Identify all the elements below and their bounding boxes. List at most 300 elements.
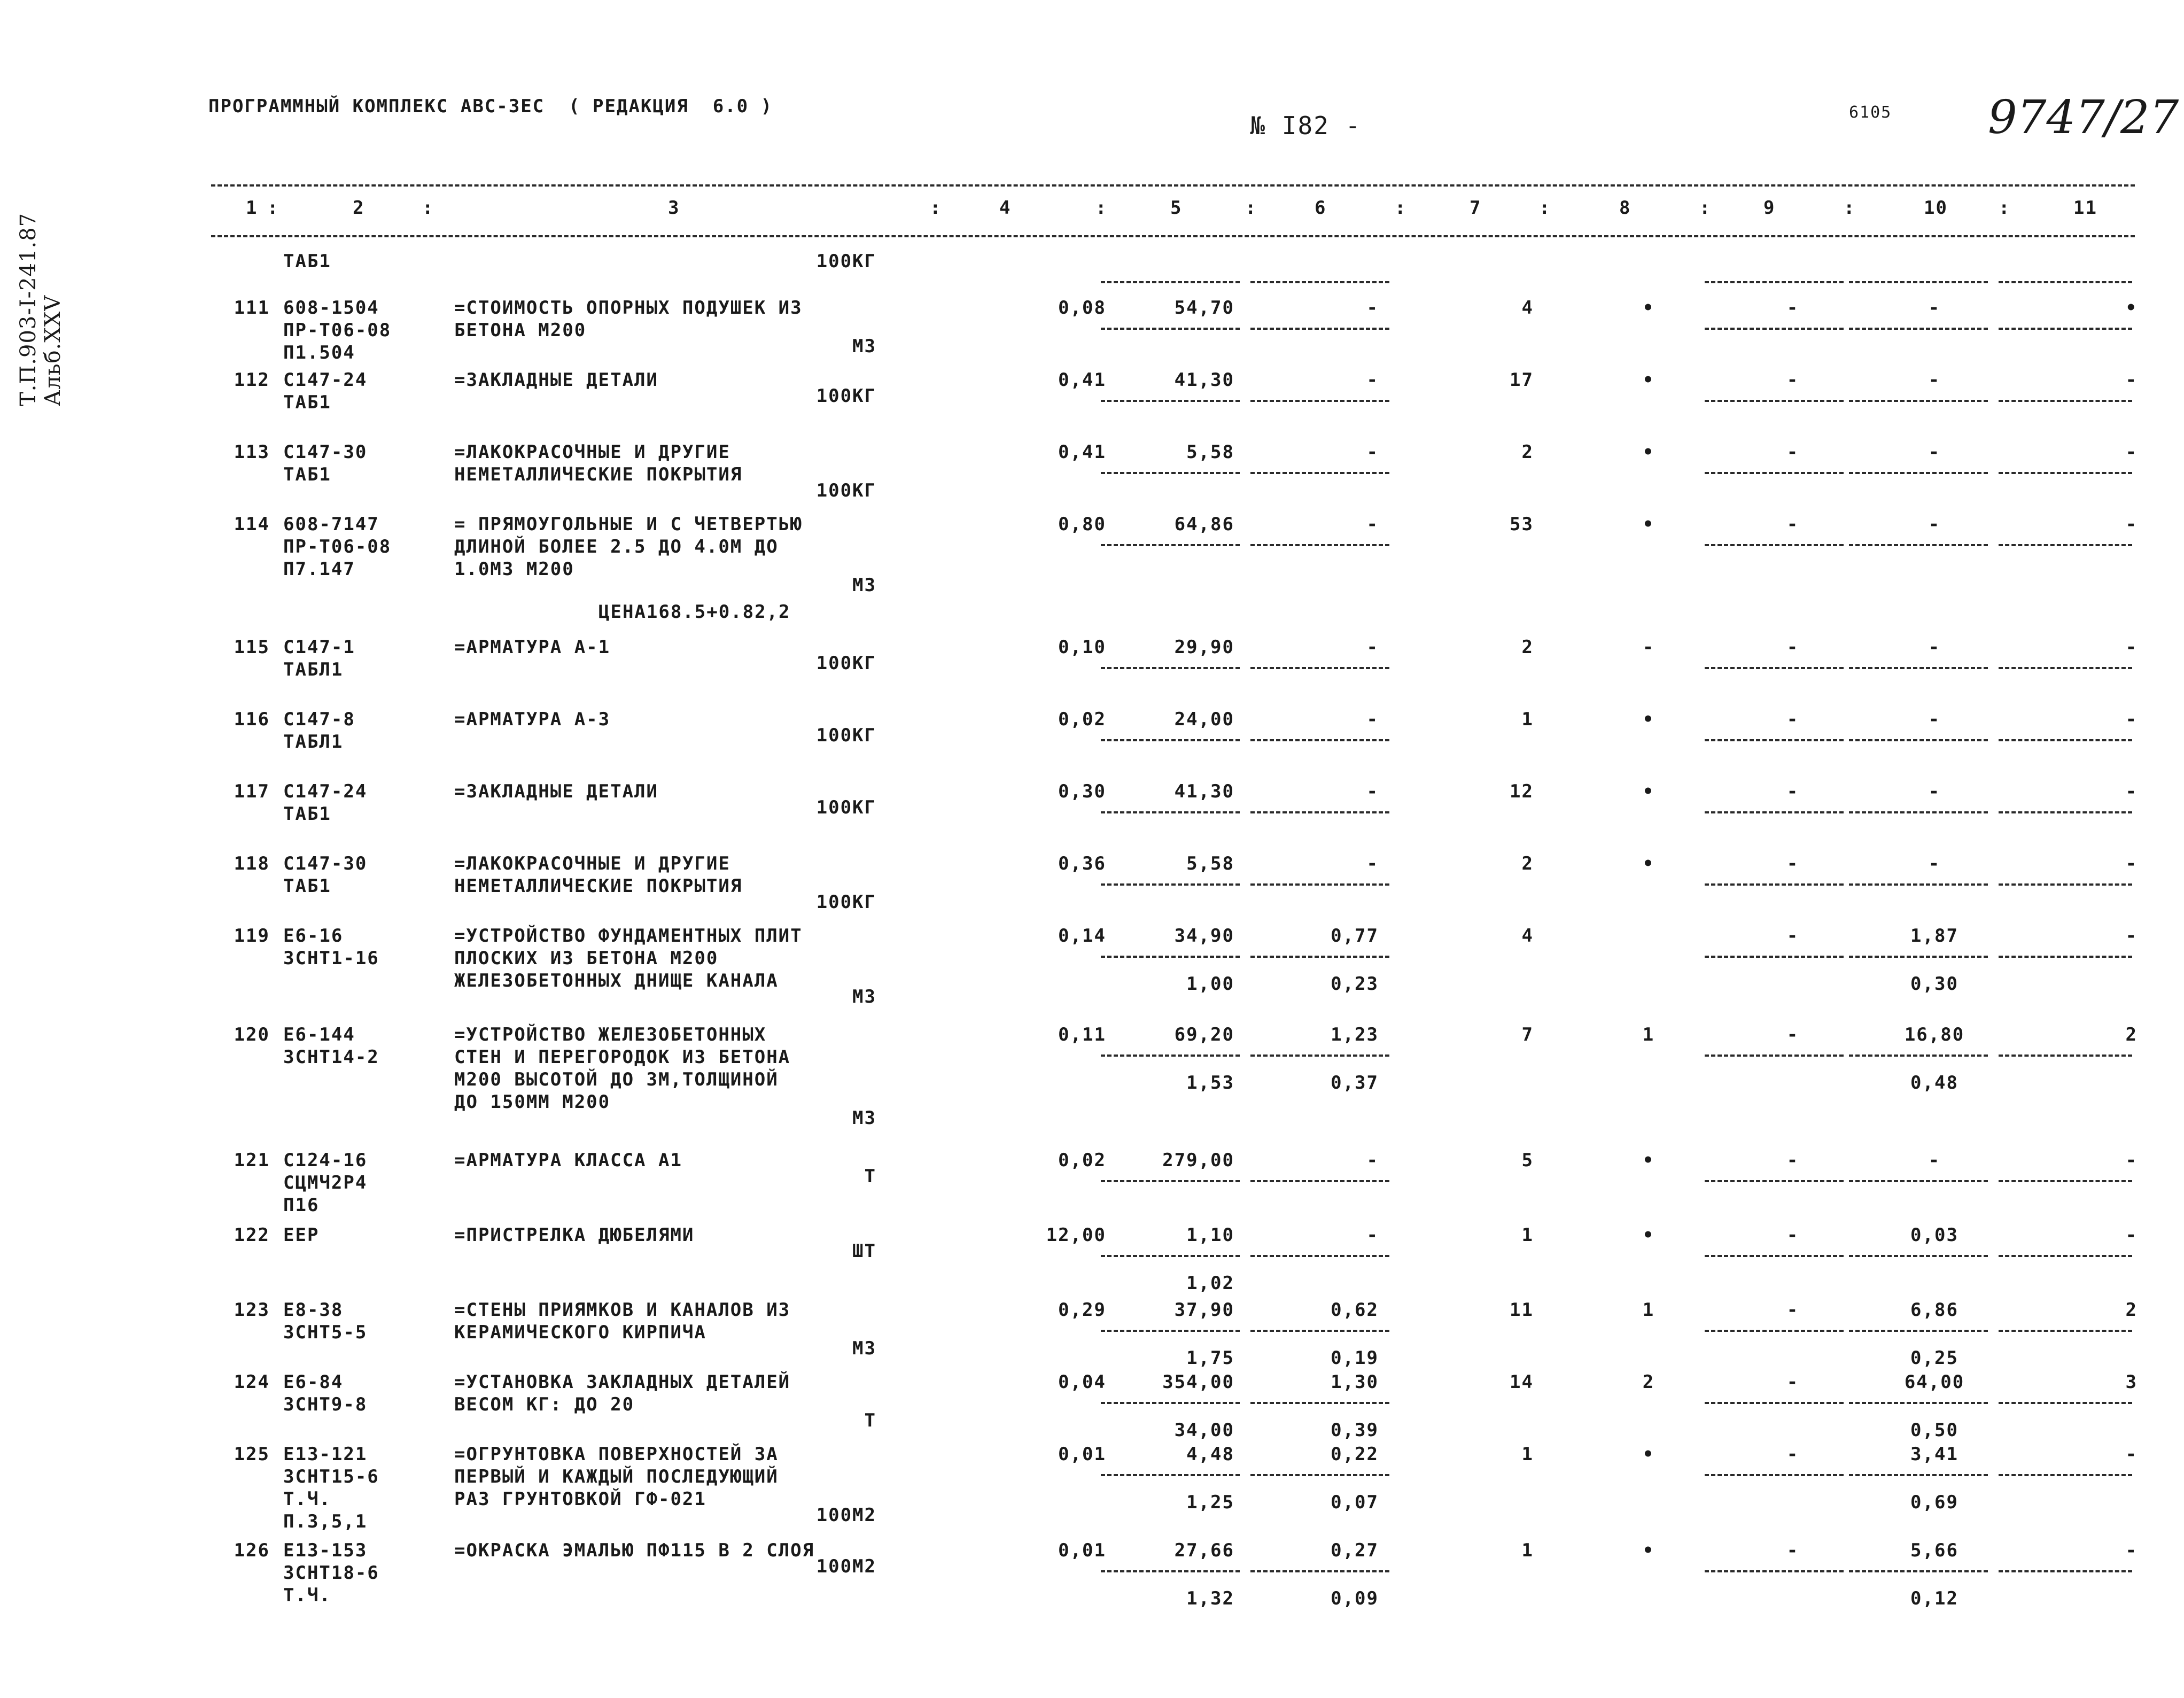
subtotal-rule [1250,1055,1389,1057]
row-number: 112 [234,369,270,391]
price-code: ЗСНТ18-6 [283,1562,379,1584]
subtotal-rule [1101,1055,1240,1057]
subtotal-rule [1999,811,2132,813]
subtotal-rule [1705,328,1844,330]
machine-cost: - [1786,441,1799,463]
price-code: ТАБЛ1 [283,731,344,753]
unit-cost: 5,58 [1186,853,1234,874]
row-number: 119 [234,925,270,947]
unit: М3 [852,336,876,357]
subtotal-rule [1705,667,1844,669]
labour-unit-secondary: 0,48 [1910,1072,1958,1094]
unit-cost: 27,66 [1174,1540,1234,1561]
price-code: Е8-38 [283,1299,344,1321]
total-cost: 2 [1521,853,1534,874]
subtotal-rule [1999,1255,2132,1257]
total-wages: • [1642,1540,1655,1561]
subtotal-rule [1705,739,1844,741]
row-number: 121 [234,1150,270,1171]
subtotal-rule [1705,883,1844,886]
unit-cost-secondary: 1,25 [1186,1492,1234,1513]
work-description: КЕРАМИЧЕСКОГО КИРПИЧА [454,1322,706,1343]
subtotal-rule [1705,472,1844,474]
quantity: 0,29 [1058,1299,1106,1321]
side-label-line: Альб.XXV [41,294,65,406]
subtotal-rule [1101,400,1240,402]
total-cost: 5 [1521,1150,1534,1171]
machine-cost: - [1786,1444,1799,1465]
subtotal-rule [1250,544,1389,546]
subtotal-rule [1849,472,1988,474]
wages: 0,27 [1331,1540,1379,1561]
machine-cost: - [1786,925,1799,947]
price-code: ЗСНТ1-16 [283,948,379,969]
labour-unit: 3,41 [1910,1444,1958,1465]
column-header-9: 9 [1763,197,1776,219]
column-separator: : [1395,197,1407,219]
unit-cost: 5,58 [1186,441,1234,463]
machine-cost: - [1786,1299,1799,1321]
unit: 100КГ [816,797,876,818]
machine-cost: - [1786,1024,1799,1045]
work-description: ДЛИНОЙ БОЛЕЕ 2.5 ДО 4.0М ДО [454,536,779,557]
subtotal-rule [1250,1402,1389,1404]
labour-total: - [2125,1150,2138,1171]
work-description: =ЛАКОКРАСОЧНЫЕ И ДРУГИЕ [454,441,730,463]
total-wages: 1 [1642,1024,1655,1045]
wages-secondary: 0,07 [1331,1492,1379,1513]
column-separator: : [267,197,279,219]
total-wages: 2 [1642,1371,1655,1393]
labour-unit: - [1928,441,1941,463]
unit: Т [864,1166,876,1187]
work-description: =УСТАНОВКА ЗАКЛАДНЫХ ДЕТАЛЕЙ [454,1371,791,1393]
work-description: БЕТОНА М200 [454,320,587,341]
work-description: =УСТРОЙСТВО ФУНДАМЕНТНЫХ ПЛИТ [454,925,803,947]
machine-cost: - [1786,1371,1799,1393]
labour-unit-secondary: 0,12 [1910,1588,1958,1609]
price-code: 608-7147 [283,514,379,535]
machine-cost: - [1786,637,1799,658]
labour-total: - [2125,853,2138,874]
price-code: Е6-144 [283,1024,355,1045]
total-cost: 11 [1510,1299,1534,1321]
subtotal-rule [1849,1255,1988,1257]
price-code: С147-30 [283,441,368,463]
subtotal-rule [1999,739,2132,741]
total-cost: 4 [1521,297,1534,319]
row-number: 122 [234,1224,270,1246]
column-header-5: 5 [1170,197,1183,219]
unit-cost: 41,30 [1174,369,1234,391]
labour-unit-secondary: 0,50 [1910,1420,1958,1441]
quantity: 0,41 [1058,441,1106,463]
total-cost: 53 [1510,514,1534,535]
wages: - [1366,781,1379,802]
unit: 100КГ [816,480,876,501]
page-number [1218,92,1362,140]
document-code: 6105 [1849,103,1892,122]
price-code: ТАБ1 [283,392,331,413]
price-code: ЗСНТ15-6 [283,1466,379,1487]
quantity: 0,80 [1058,514,1106,535]
subtotal-rule [1250,956,1389,958]
total-wages: • [1642,1444,1655,1465]
subtotal-rule [1849,956,1988,958]
unit: ШТ [852,1240,876,1262]
number-sign: № [1250,111,1282,140]
subtotal-rule [1101,811,1240,813]
row-number: 120 [234,1024,270,1045]
total-wages: • [1642,1150,1655,1171]
work-description: ПЛОСКИХ ИЗ БЕТОНА М200 [454,948,719,969]
machine-cost: - [1786,1224,1799,1246]
subtotal-rule [1999,328,2132,330]
subtotal-rule [1705,1255,1844,1257]
unit: 100М2 [816,1505,876,1526]
machine-cost: - [1786,297,1799,319]
subtotal-rule [1101,1402,1240,1404]
column-separator: : [1245,197,1257,219]
labour-unit: 16,80 [1904,1024,1965,1045]
labour-unit: 6,86 [1910,1299,1958,1321]
labour-unit: - [1928,297,1941,319]
unit: 100КГ [816,653,876,674]
work-description: =ОГРУНТОВКА ПОВЕРХНОСТЕЙ ЗА [454,1444,779,1465]
work-description: =ЗАКЛАДНЫЕ ДЕТАЛИ [454,369,658,391]
machine-cost: - [1786,781,1799,802]
column-separator: : [1844,197,1856,219]
labour-total: - [2125,781,2138,802]
subtotal-rule [1101,883,1240,886]
subtotal-rule [1999,1055,2132,1057]
labour-unit: - [1928,781,1941,802]
row-number: 124 [234,1371,270,1393]
unit-cost-secondary: 1,53 [1186,1072,1234,1094]
labour-total: - [2125,1224,2138,1246]
column-header-6: 6 [1315,197,1327,219]
subtotal-rule [1849,811,1988,813]
unit-cost: 54,70 [1174,297,1234,319]
price-code: ЗСНТ5-5 [283,1322,368,1343]
subtotal-rule [1250,667,1389,669]
total-cost: 14 [1510,1371,1534,1393]
subtotal-rule [1849,1402,1988,1404]
work-description: =ОКРАСКА ЭМАЛЬЮ ПФ115 В 2 СЛОЯ [454,1540,815,1561]
subtotal-rule [1705,956,1844,958]
subtotal-rule [1849,739,1988,741]
subtotal-rule [1849,1180,1988,1182]
unit-cost: 69,20 [1174,1024,1234,1045]
subtotal-rule [1101,667,1240,669]
total-wages: 1 [1642,1299,1655,1321]
subtotal-rule [1849,400,1988,402]
unit: М3 [852,575,876,596]
price-code: ЗСНТ14-2 [283,1046,379,1068]
subtotal-rule [1999,1330,2132,1332]
subtotal-rule [1101,1180,1240,1182]
row-number: 118 [234,853,270,874]
wages: - [1366,709,1379,730]
labour-unit-secondary: 0,69 [1910,1492,1958,1513]
subtotal-rule [1849,667,1988,669]
price-code: П1.504 [283,342,355,363]
price-code: ТАБ1 [283,875,331,897]
machine-cost: - [1786,1540,1799,1561]
work-description: ЖЕЛЕЗОБЕТОННЫХ ДНИЩЕ КАНАЛА [454,970,779,991]
price-code: Т.Ч. [283,1488,331,1510]
labour-total: - [2125,369,2138,391]
total-wages: - [1642,637,1655,658]
subtotal-rule [1101,544,1240,546]
unit-cost-secondary: 1,00 [1186,973,1234,995]
quantity: 0,30 [1058,781,1106,802]
total-cost: 2 [1521,637,1534,658]
subtotal-rule [1999,667,2132,669]
subtotal-rule [1999,1180,2132,1182]
work-description: =ЗАКЛАДНЫЕ ДЕТАЛИ [454,781,658,802]
row-number: 123 [234,1299,270,1321]
price-code: С147-24 [283,369,368,391]
labour-total: • [2125,297,2138,319]
wages: 0,62 [1331,1299,1379,1321]
row-number: 116 [234,709,270,730]
column-separator: : [1999,197,2011,219]
price-code: П7.147 [283,559,355,580]
total-cost: 7 [1521,1024,1534,1045]
work-description: ПЕРВЫЙ И КАЖДЫЙ ПОСЛЕДУЮЩИЙ [454,1466,779,1487]
machine-cost: - [1786,369,1799,391]
subtotal-rule [1250,1330,1389,1332]
price-code: ТАБ1 [283,464,331,485]
column-header-1: 1 [246,197,258,219]
total-cost: 4 [1521,925,1534,947]
total-wages: • [1642,1224,1655,1246]
quantity: 0,10 [1058,637,1106,658]
quantity: 0,01 [1058,1444,1106,1465]
column-header-8: 8 [1619,197,1631,219]
subtotal-rule [1999,1474,2132,1476]
unit-cost-secondary: 1,02 [1186,1273,1234,1294]
wages: 1,30 [1331,1371,1379,1393]
work-description: НЕМЕТАЛЛИЧЕСКИЕ ПОКРЫТИЯ [454,464,743,485]
wages: - [1366,853,1379,874]
price-code: ТАБЛ1 [283,659,344,680]
labour-total: 2 [2125,1299,2138,1321]
unit: 100КГ [816,891,876,913]
unit-cost: 37,90 [1174,1299,1234,1321]
price-code: Т.Ч. [283,1585,331,1606]
wages: - [1366,1150,1379,1171]
subtotal-rule [1849,1570,1988,1572]
column-header-4: 4 [999,197,1012,219]
price-code: ТАБ1 [283,251,331,272]
wages: 1,23 [1331,1024,1379,1045]
wages-secondary: 0,19 [1331,1347,1379,1369]
subtotal-rule [1999,544,2132,546]
subtotal-rule [1101,956,1240,958]
column-header-3: 3 [668,197,680,219]
program-title: ПРОГРАММНЫЙ КОМПЛЕКС АВС-ЗЕС ( РЕДАКЦИЯ 6.0 ) [208,96,773,117]
work-description: 1.0М3 М200 [454,559,574,580]
subtotal-rule [1705,1330,1844,1332]
labour-unit: 0,03 [1910,1224,1958,1246]
row-number: 114 [234,514,270,535]
subtotal-rule [1705,1180,1844,1182]
wages: - [1366,369,1379,391]
subtotal-rule [1101,1255,1240,1257]
work-description: НЕМЕТАЛЛИЧЕСКИЕ ПОКРЫТИЯ [454,875,743,897]
unit-cost-secondary: 1,32 [1186,1588,1234,1609]
subtotal-rule [1999,883,2132,886]
labour-total: - [2125,637,2138,658]
labour-unit: 5,66 [1910,1540,1958,1561]
wages: - [1366,1224,1379,1246]
unit: М3 [852,986,876,1007]
subtotal-rule [1999,281,2132,283]
total-cost: 1 [1521,1444,1534,1465]
subtotal-rule [1101,739,1240,741]
labour-unit: - [1928,514,1941,535]
subtotal-rule [1999,400,2132,402]
row-number: 113 [234,441,270,463]
price-code: Е6-84 [283,1371,344,1393]
quantity: 0,02 [1058,1150,1106,1171]
subtotal-rule [1705,544,1844,546]
quantity: 0,08 [1058,297,1106,319]
unit: 100КГ [816,725,876,746]
subtotal-rule [1250,1570,1389,1572]
total-wages: • [1642,514,1655,535]
subtotal-rule [1999,1570,2132,1572]
price-code: П.3,5,1 [283,1511,368,1532]
unit: 100КГ [816,385,876,407]
labour-unit: 1,87 [1910,925,1958,947]
wages: - [1366,637,1379,658]
subtotal-rule [1250,1474,1389,1476]
unit-cost: 4,48 [1186,1444,1234,1465]
machine-cost: - [1786,853,1799,874]
price-code: С147-24 [283,781,368,802]
row-number: 125 [234,1444,270,1465]
subtotal-rule [1705,400,1844,402]
subtotal-rule [1250,328,1389,330]
work-description: ДО 150ММ М200 [454,1091,611,1113]
unit: 100М2 [816,1556,876,1577]
subtotal-rule [1705,811,1844,813]
wages: - [1366,297,1379,319]
subtotal-rule [1250,400,1389,402]
labour-total: - [2125,514,2138,535]
wages-secondary: 0,39 [1331,1420,1379,1441]
price-code: С147-8 [283,709,355,730]
unit-cost: 1,10 [1186,1224,1234,1246]
work-description: =ЛАКОКРАСОЧНЫЕ И ДРУГИЕ [454,853,730,874]
page-number-dash: - [1329,111,1362,140]
column-header-2: 2 [353,197,365,219]
price-code: Е13-153 [283,1540,368,1561]
price-code: ЗСНТ9-8 [283,1394,368,1415]
total-cost: 12 [1510,781,1534,802]
subtotal-rule [1250,1255,1389,1257]
subtotal-rule [1705,1570,1844,1572]
price-code: СЦМЧ2Р4 [283,1172,368,1193]
labour-total: - [2125,709,2138,730]
total-wages: • [1642,369,1655,391]
price-code: ПР-Т06-08 [283,320,392,341]
row-number: 115 [234,637,270,658]
work-description: РАЗ ГРУНТОВКОЙ ГФ-021 [454,1488,706,1510]
quantity: 0,01 [1058,1540,1106,1561]
labour-unit-secondary: 0,25 [1910,1347,1958,1369]
work-description: =УСТРОЙСТВО ЖЕЛЕЗОБЕТОННЫХ [454,1024,767,1045]
machine-cost: - [1786,1150,1799,1171]
column-separator: : [930,197,942,219]
page-number-value: I82 [1281,111,1330,140]
work-description: ВЕСОМ КГ: ДО 20 [454,1394,635,1415]
work-description: = ПРЯМОУГОЛЬНЫЕ И С ЧЕТВЕРТЬЮ [454,514,803,535]
unit-cost: 354,00 [1162,1371,1234,1393]
labour-total: - [2125,1444,2138,1465]
price-code: С124-16 [283,1150,368,1171]
wages-secondary: 0,37 [1331,1072,1379,1094]
header-rule-bottom [211,235,2135,237]
price-code: С147-1 [283,637,355,658]
subtotal-rule [1250,739,1389,741]
price-code: Е13-121 [283,1444,368,1465]
unit-cost-secondary: 1,75 [1186,1347,1234,1369]
column-header-11: 11 [2073,197,2097,219]
unit: Т [864,1410,876,1431]
subtotal-rule [1101,472,1240,474]
subtotal-rule [1849,1055,1988,1057]
labour-unit: - [1928,369,1941,391]
column-separator: : [1095,197,1108,219]
price-code: П16 [283,1195,320,1216]
subtotal-rule [1250,883,1389,886]
price-code: ЕЕР [283,1224,320,1246]
column-separator: : [1699,197,1712,219]
subtotal-rule [1849,1474,1988,1476]
row-number: 126 [234,1540,270,1561]
price-note: ЦЕНА168.5+0.82,2 [599,601,791,623]
subtotal-rule [1999,1402,2132,1404]
work-description: СТЕН И ПЕРЕГОРОДОК ИЗ БЕТОНА [454,1046,791,1068]
unit: М3 [852,1338,876,1359]
unit-cost: 29,90 [1174,637,1234,658]
price-code: С147-30 [283,853,368,874]
labour-total: 2 [2125,1024,2138,1045]
total-cost: 1 [1521,1540,1534,1561]
unit-cost: 41,30 [1174,781,1234,802]
subtotal-rule [1849,281,1988,283]
labour-unit-secondary: 0,30 [1910,973,1958,995]
subtotal-rule [1101,1330,1240,1332]
wages: - [1366,514,1379,535]
quantity: 0,36 [1058,853,1106,874]
subtotal-rule [1705,281,1844,283]
total-wages: • [1642,853,1655,874]
quantity: 12,00 [1046,1224,1106,1246]
subtotal-rule [1705,1402,1844,1404]
column-header-10: 10 [1924,197,1948,219]
subtotal-rule [1999,472,2132,474]
wages: - [1366,441,1379,463]
row-number: 117 [234,781,270,802]
work-description: =АРМАТУРА КЛАССА А1 [454,1150,682,1171]
labour-unit: - [1928,1150,1941,1171]
unit-cost: 24,00 [1174,709,1234,730]
